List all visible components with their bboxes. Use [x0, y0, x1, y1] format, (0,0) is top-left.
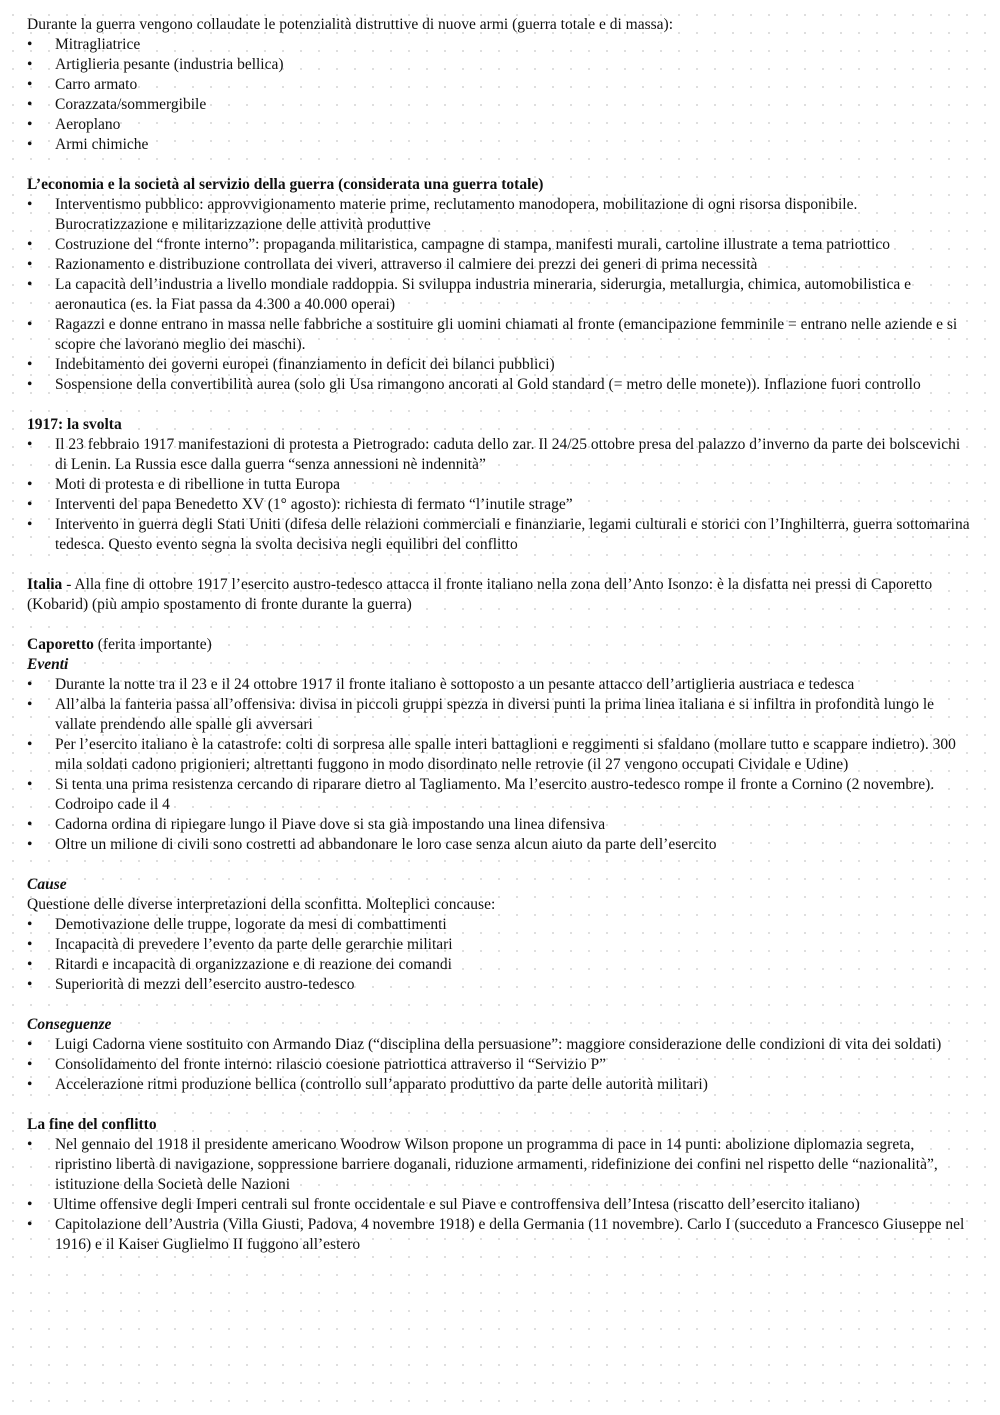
list-item: • Cadorna ordina di ripiegare lungo il Piave dove si sta già impostando una linea difensiva	[27, 816, 606, 833]
list-item: • Corazzata/sommergibile	[27, 96, 207, 113]
bullet-icon: •	[27, 316, 33, 333]
bullet-icon: •	[27, 836, 33, 853]
list-item: • Accelerazione ritmi produzione bellica (controllo sull’apparato produttivo da parte delle autorità militari)	[27, 1076, 708, 1093]
bullet-icon: •	[27, 1136, 33, 1153]
weapons-list	[27, 35, 972, 155]
bullet-icon: •	[27, 676, 33, 693]
bullet-icon: •	[27, 36, 33, 53]
list-item: • Armi chimiche	[27, 136, 149, 153]
eventi-list	[27, 675, 972, 855]
bullet-icon: •	[27, 956, 33, 973]
list-item: • Razionamento e distribuzione controllata dei viveri, attraverso il calmiere dei prezzi dei generi di prima necessità	[27, 256, 758, 273]
conseguenze-heading: Conseguenze	[27, 1016, 112, 1033]
list-item: • Mitragliatrice	[27, 36, 141, 53]
list-item: • Si tenta una prima resistenza cercando di riparare dietro al Tagliamento. Ma l’esercito austro-tedesco rompe il fronte a Cornino (2 novembre). Codroipo cade il 4	[27, 776, 935, 813]
list-item: • Intervento in guerra degli Stati Uniti (difesa delle relazioni commerciali e finanziarie, legami culturali e storici con l’Inghilterra, guerra sottomarina tedesca. Questo evento segna la svolta decisiva negli equilibri del conflitto	[27, 516, 970, 553]
list-item: • Ritardi e incapacità di organizzazione e di reazione dei comandi	[27, 956, 452, 973]
list-item: • Consolidamento del fronte interno: rilascio coesione patriottica attraverso il “Servizio P”	[27, 1056, 606, 1073]
document-page	[27, 15, 972, 1255]
bullet-icon: •	[27, 236, 33, 253]
list-item: • Nel gennaio del 1918 il presidente americano Woodrow Wilson propone un programma di pace in 14 punti: abolizione diplomazia segreta, ripristino libertà di navigazione, soppressione barriere doganali, riduzione armamenti, ridefinizione dei confini nel rispetto delle “nazionalità”, istituzione della Società delle Nazioni	[27, 1136, 938, 1193]
bullet-icon: •	[27, 1036, 33, 1053]
bullet-icon: •	[27, 196, 33, 213]
list-item: • Sospensione della convertibilità aurea (solo gli Usa rimangono ancorati al Gold standard (= metro delle monete)). Inflazione fuori controllo	[27, 376, 921, 393]
turning-point-heading: 1917: la svolta	[27, 416, 122, 433]
bullet-icon: •	[27, 816, 33, 833]
bullet-icon: •	[27, 1196, 33, 1213]
list-item: • Costruzione del “fronte interno”: propaganda militaristica, campagne di stampa, manifesti murali, cartoline illustrate a tema patriottico	[27, 236, 890, 253]
list-item: • Superiorità di mezzi dell’esercito austro-tedesco	[27, 976, 355, 993]
turning-point-list	[27, 435, 972, 555]
bullet-icon: •	[27, 356, 33, 373]
bullet-icon: •	[27, 96, 33, 113]
bullet-icon: •	[27, 476, 33, 493]
list-item: • Aeroplano	[27, 116, 121, 133]
bullet-icon: •	[27, 736, 33, 753]
list-item: • Carro armato	[27, 76, 138, 93]
list-item: • Ultime offensive degli Imperi centrali sul fronte occidentale e sul Piave e controffensiva dell’Intesa (riscatto dell’esercito italiano)	[27, 1196, 860, 1213]
conseguenze-list	[27, 1035, 972, 1095]
weapons-intro: Durante la guerra vengono collaudate le potenzialità distruttive di nuove armi (guerra totale e di massa):	[27, 16, 674, 33]
bullet-icon: •	[27, 436, 33, 453]
end-list	[27, 1135, 972, 1255]
economy-heading: L’economia e la società al servizio della guerra (considerata una guerra totale)	[27, 176, 544, 193]
bullet-icon: •	[27, 1076, 33, 1093]
bullet-icon: •	[27, 496, 33, 513]
list-item: • Artiglieria pesante (industria bellica)	[27, 56, 284, 73]
bullet-icon: •	[27, 1216, 33, 1233]
list-item: • Il 23 febbraio 1917 manifestazioni di protesta a Pietrogrado: caduta dello zar. Il 24/25 ottobre presa del palazzo d’inverno da parte dei bolscevichi di Lenin. La Russia esce dalla guerra “senza annessioni nè indennità”	[27, 436, 961, 473]
bullet-icon: •	[27, 56, 33, 73]
bullet-icon: •	[27, 936, 33, 953]
bullet-icon: •	[27, 376, 33, 393]
bullet-icon: •	[27, 1056, 33, 1073]
list-item: • Interventismo pubblico: approvvigionamento materie prime, reclutamento manodopera, mobilitazione di ogni risorsa disponibile. Burocratizzazione e militarizzazione delle attività produttive	[27, 196, 858, 233]
bullet-icon: •	[27, 136, 33, 153]
caporetto-label: Caporetto	[27, 636, 94, 653]
eventi-heading: Eventi	[27, 656, 69, 673]
bullet-icon: •	[27, 516, 33, 533]
end-heading: La fine del conflitto	[27, 1116, 157, 1133]
bullet-icon: •	[27, 76, 33, 93]
cause-intro: Questione delle diverse interpretazioni della sconfitta. Molteplici concause:	[27, 896, 496, 913]
bullet-icon: •	[27, 116, 33, 133]
bullet-icon: •	[27, 916, 33, 933]
list-item: • Oltre un milione di civili sono costretti ad abbandonare le loro case senza alcun aiuto da parte dell’esercito	[27, 836, 717, 853]
italia-label: Italia	[27, 576, 63, 593]
list-item: • Per l’esercito italiano è la catastrofe: colti di sorpresa alle spalle interi battaglioni e reggimenti si sfaldano (mollare tutto e scappare indietro). 300 mila soldati cadono prigionieri; altrettanti fuggono in modo disordinato nelle retrovie (il 27 vengono occupati Cividale e Udine)	[27, 736, 956, 773]
list-item: • Luigi Cadorna viene sostituito con Armando Diaz (“disciplina della persuasione”: maggiore considerazione delle condizioni di vita dei soldati)	[27, 1036, 942, 1053]
bullet-icon: •	[27, 256, 33, 273]
list-item: • Interventi del papa Benedetto XV (1° agosto): richiesta di fermato “l’inutile strage”	[27, 496, 573, 513]
caporetto-heading: Caporetto (ferita importante)	[27, 636, 212, 653]
list-item: • All’alba la fanteria passa all’offensiva: divisa in piccoli gruppi spezza in diversi punti la prima linea italiana e si infiltra in profondità lungo le vallate prendendo alle spalle gli avversari	[27, 696, 935, 733]
economy-list	[27, 195, 972, 395]
list-item: • Incapacità di prevedere l’evento da parte delle gerarchie militari	[27, 936, 453, 953]
list-item: • Durante la notte tra il 23 e il 24 ottobre 1917 il fronte italiano è sottoposto a un pesante attacco dell’artiglieria austriaca e tedesca	[27, 676, 855, 693]
bullet-icon: •	[27, 276, 33, 293]
cause-heading: Cause	[27, 876, 67, 893]
list-item: • Moti di protesta e di ribellione in tutta Europa	[27, 476, 340, 493]
list-item: • Ragazzi e donne entrano in massa nelle fabbriche a sostituire gli uomini chiamati al fronte (emancipazione femminile = entrano nelle aziende e si scopre che lavorano meglio dei maschi).	[27, 316, 958, 353]
list-item: • La capacità dell’industria a livello mondiale raddoppia. Si sviluppa industria mineraria, siderurgia, metallurgia, chimica, automobilistica e aeronautica (es. la Fiat passa da 4.300 a 40.000 operai)	[27, 276, 911, 313]
cause-list	[27, 915, 972, 995]
list-item: • Capitolazione dell’Austria (Villa Giusti, Padova, 4 novembre 1918) e della Germania (11 novembre). Carlo I (succeduto a Francesco Giuseppe nel 1916) e il Kaiser Guglielmo II fuggono all’estero	[27, 1216, 965, 1253]
list-item: • Demotivazione delle truppe, logorate da mesi di combattimenti	[27, 916, 447, 933]
bullet-icon: •	[27, 776, 33, 793]
bullet-icon: •	[27, 696, 33, 713]
bullet-icon: •	[27, 976, 33, 993]
list-item: • Indebitamento dei governi europei (finanziamento in deficit dei bilanci pubblici)	[27, 356, 555, 373]
italia-paragraph: Italia - Alla fine di ottobre 1917 l’esercito austro-tedesco attacca il fronte italiano nella zona dell’Anto Isonzo: è la disfatta nei pressi di Caporetto (Kobarid) (più ampio spostamento di fronte durante la guerra)	[27, 576, 933, 613]
